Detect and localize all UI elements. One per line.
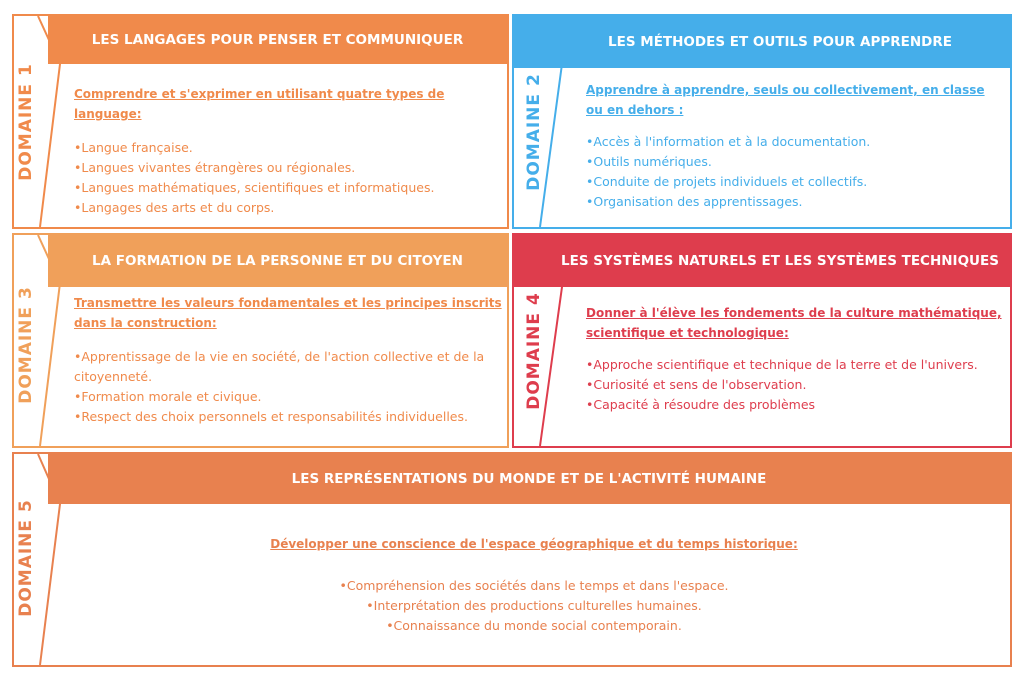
domain-3-card — [12, 233, 509, 448]
domain-5-card — [12, 452, 1012, 667]
list-item: •Apprentissage de la vie en société, de l'action collective et de la citoyenneté. — [74, 349, 485, 384]
domain-1-label: DOMAINE 1 — [16, 63, 36, 181]
list-item: •Capacité à résoudre des problèmes — [586, 397, 816, 412]
domain-5-label: DOMAINE 5 — [16, 499, 36, 617]
domain-3-label: DOMAINE 3 — [16, 286, 36, 404]
domain-5-header: LES REPRÉSENTATIONS DU MONDE ET DE L'ACTIVITÉ HUMAINE — [48, 454, 1010, 504]
list-item: •Formation morale et civique. — [74, 389, 262, 404]
list-item: •Respect des choix personnels et responsabilités individuelles. — [74, 409, 468, 424]
list-item: •Langages des arts et du corps. — [74, 200, 275, 215]
domain-4-card — [512, 233, 1012, 448]
list-item: •Langues vivantes étrangères ou régionales. — [74, 160, 356, 175]
domain-2-subtitle: Apprendre à apprendre, seuls ou collectivement, en classe ou en dehors : — [586, 83, 985, 117]
domain-5-subtitle: Développer une conscience de l'espace géographique et du temps historique: — [270, 537, 798, 551]
domain-4-subtitle: Donner à l'élève les fondements de la culture mathématique, scientifique et technologique: — [586, 306, 1002, 340]
domain-4-label: DOMAINE 4 — [524, 292, 544, 410]
domain-1-card — [12, 14, 509, 229]
domain-3-header: LA FORMATION DE LA PERSONNE ET DU CITOYEN — [48, 235, 507, 287]
domain-1-header: LES LANGAGES POUR PENSER ET COMMUNIQUER — [48, 16, 507, 64]
list-item: •Connaissance du monde social contemporain. — [386, 618, 682, 633]
list-item: •Approche scientifique et technique de la terre et de l'univers. — [586, 357, 978, 372]
domain-1-subtitle: Comprendre et s'exprimer en utilisant quatre types de language: — [74, 87, 445, 121]
list-item: •Conduite de projets individuels et collectifs. — [586, 174, 868, 189]
list-item: •Langues mathématiques, scientifiques et informatiques. — [74, 180, 435, 195]
list-item: •Interprétation des productions culturelles humaines. — [366, 598, 702, 613]
domain-3-subtitle: Transmettre les valeurs fondamentales et les principes inscrits dans la construction: — [74, 296, 502, 330]
list-item: •Langue française. — [74, 140, 193, 155]
list-item: •Compréhension des sociétés dans le temps et dans l'espace. — [339, 578, 729, 593]
domain-2-label: DOMAINE 2 — [524, 73, 544, 191]
list-item: •Outils numériques. — [586, 154, 712, 169]
list-item: •Organisation des apprentissages. — [586, 194, 803, 209]
domain-2-card — [512, 14, 1012, 229]
list-item: •Accès à l'information et à la documentation. — [586, 134, 871, 149]
domain-2-header: LES MÉTHODES ET OUTILS POUR APPRENDRE — [514, 16, 1010, 68]
list-item: •Curiosité et sens de l'observation. — [586, 377, 807, 392]
domain-4-header: LES SYSTÈMES NATURELS ET LES SYSTÈMES TECHNIQUES — [514, 235, 1010, 287]
